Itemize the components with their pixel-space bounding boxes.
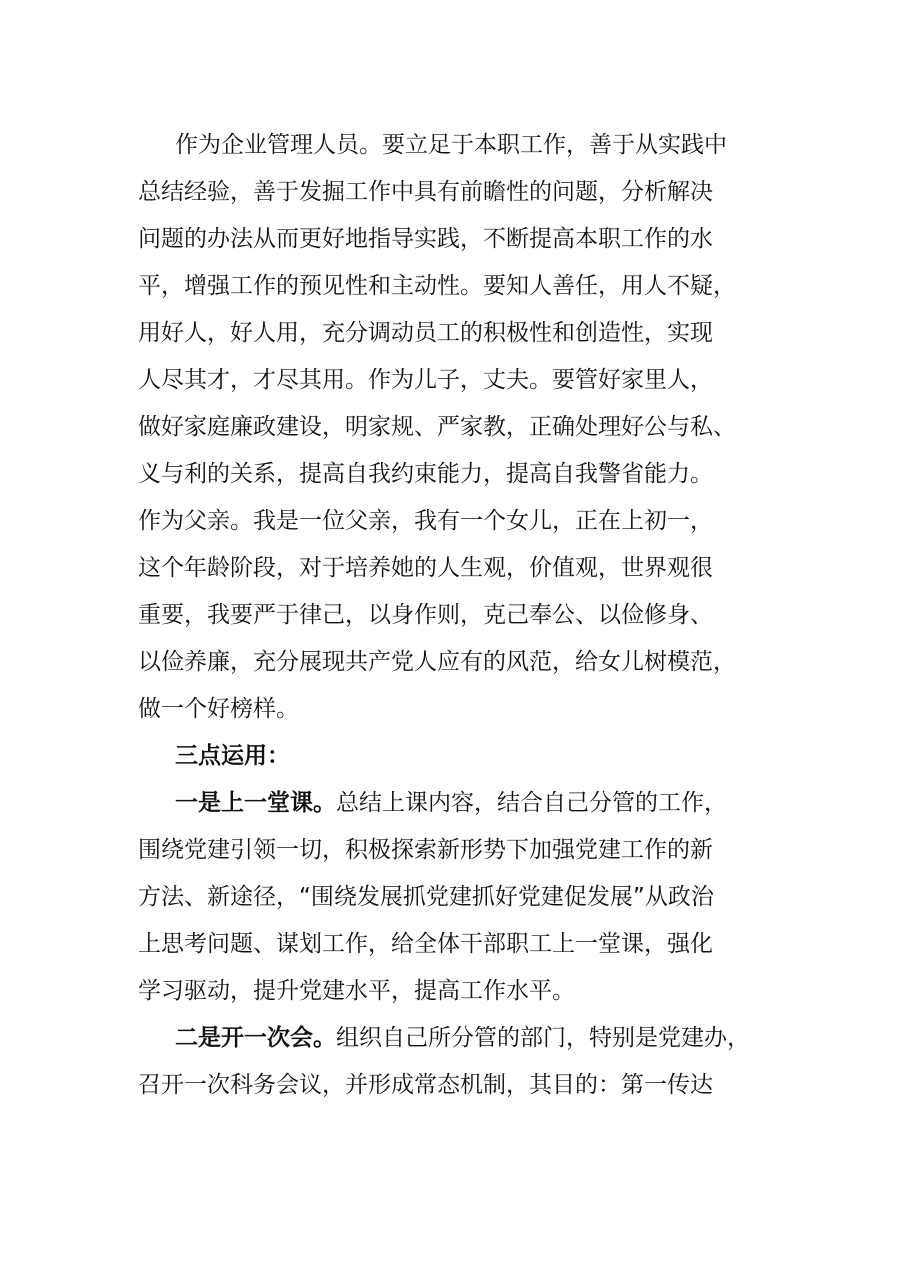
text-line: 方法、新途径，“围绕发展抓党建抓好党建促发展”从政治	[138, 884, 714, 910]
text-line: 这个年龄阶段，对于培养她的人生观，价值观，世界观很	[138, 555, 713, 581]
text-line: 问题的办法从而更好地指导实践，不断提高本职工作的水	[138, 226, 713, 252]
paragraph-first-line	[138, 1015, 778, 1062]
text-line: 做一个好榜样。	[138, 696, 299, 722]
paragraph-lead: 二是开一次会。	[175, 1025, 336, 1051]
document-body	[138, 122, 778, 1109]
paragraph-text: 组织自己所分管的部门，特别是党建办，	[336, 1025, 750, 1051]
text-line: 做好家庭廉政建设，明家规、严家教，正确处理好公与私、	[138, 414, 736, 440]
paragraph-lead: 一是上一堂课。	[175, 790, 336, 816]
text-line: 上思考问题、谋划工作，给全体干部职工上一堂课，强化	[138, 931, 713, 957]
paragraph-first-line	[138, 780, 778, 827]
text-line: 义与利的关系，提高自我约束能力，提高自我警省能力。	[138, 461, 713, 487]
text-line: 作为企业管理人员。要立足于本职工作，善于从实践中	[175, 132, 727, 158]
text-line: 作为父亲。我是一位父亲，我有一个女儿，正在上初一，	[138, 508, 713, 534]
paragraph-text: 总结上课内容，结合自己分管的工作，	[336, 790, 727, 816]
section-heading: 三点运用：	[175, 743, 290, 769]
text-line: 围绕党建引领一切，积极探索新形势下加强党建工作的新	[138, 837, 713, 863]
text-line: 重要，我要严于律己，以身作则，克己奉公、以俭修身、	[138, 602, 713, 628]
text-line: 召开一次科务会议，并形成常态机制，其目的：第一传达	[138, 1072, 713, 1098]
text-line: 人尽其才，才尽其用。作为儿子，丈夫。要管好家里人，	[138, 367, 713, 393]
text-line: 以俭养廉，充分展现共产党人应有的风范，给女儿树模范，	[138, 649, 736, 675]
text-line: 总结经验，善于发掘工作中具有前瞻性的问题，分析解决	[138, 179, 713, 205]
text-line: 学习驱动，提升党建水平，提高工作水平。	[138, 978, 575, 1004]
text-line: 平，增强工作的预见性和主动性。要知人善任，用人不疑，	[138, 273, 736, 299]
text-line: 用好人，好人用，充分调动员工的积极性和创造性，实现	[138, 320, 713, 346]
